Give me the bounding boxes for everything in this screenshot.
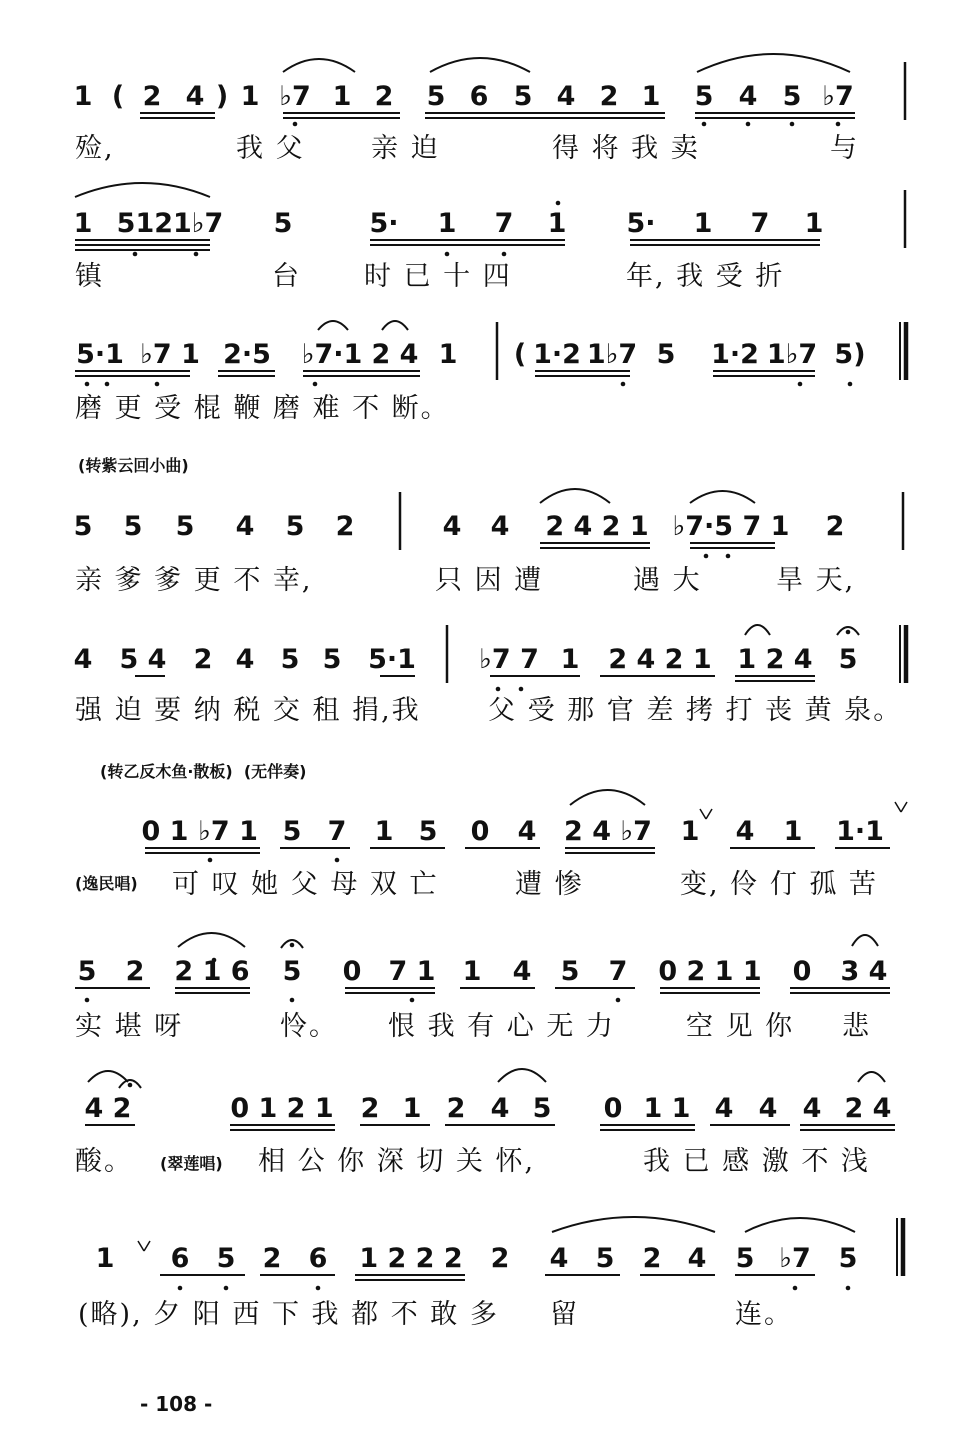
section-annotation: (转紫云回小曲) <box>78 456 189 475</box>
note: 1♭7 <box>766 339 818 370</box>
note: 2·5 <box>223 339 271 370</box>
note: 4 <box>738 81 758 112</box>
breath-mark <box>706 809 712 819</box>
lyric-text: 留 <box>550 1299 579 1330</box>
page-number: - 108 - <box>140 1392 213 1416</box>
note: 1 1 <box>643 1093 691 1124</box>
slur <box>75 183 210 197</box>
note: 2 <box>335 511 355 542</box>
note: 1 <box>374 816 394 847</box>
slur <box>318 321 348 330</box>
note: 1 <box>547 208 567 239</box>
note: ( <box>513 339 527 370</box>
note: 4 2 <box>84 1093 132 1124</box>
lyric-text: 酸。 <box>75 1146 133 1177</box>
note: 0 <box>342 956 362 987</box>
note: ( <box>111 81 125 112</box>
octave-dot <box>726 554 731 559</box>
note: 2 <box>125 956 145 987</box>
note: 5 <box>322 644 342 675</box>
lyric-text: 恨 我 有 心 无 力 <box>388 1011 615 1042</box>
lyric-text: 只 因 遭 <box>435 565 544 596</box>
note: 4 <box>758 1093 778 1124</box>
octave-dot <box>224 1286 229 1291</box>
note: 1 <box>438 339 458 370</box>
lyric-text: 我 父 <box>236 133 305 164</box>
note: 5 <box>560 956 580 987</box>
note: 1 <box>240 81 260 112</box>
note: 7 1 <box>388 956 436 987</box>
lyric-text: 与 <box>830 133 859 164</box>
note: 1 <box>693 208 713 239</box>
octave-dot <box>798 382 803 387</box>
slur <box>88 1071 128 1082</box>
octave-dot <box>621 382 626 387</box>
note: 4 <box>556 81 576 112</box>
note: 6 <box>469 81 489 112</box>
note: 4 <box>512 956 532 987</box>
note: 1 <box>437 208 457 239</box>
lyric-text: 父 受 那 官 差 拷 打 丧 黄 泉。 <box>488 695 903 726</box>
note: 2 <box>262 1243 282 1274</box>
slur <box>430 58 530 72</box>
lyric-text: 可 叹 她 父 母 双 亡 <box>172 869 439 900</box>
note: 5 <box>782 81 802 112</box>
octave-dot <box>410 998 415 1003</box>
lyric-text: 强 迫 要 纳 税 交 租 捐,我 <box>75 695 421 726</box>
section-annotation: (转乙反木鱼·散板) (无伴奏) <box>100 762 307 781</box>
note: 2 <box>642 1243 662 1274</box>
fermata-dot <box>290 943 295 948</box>
lyric-text: 实 堪 呀 <box>75 1011 184 1042</box>
note: 0 <box>470 816 490 847</box>
breath-mark <box>700 809 706 819</box>
note: 1 <box>804 208 824 239</box>
lyric-text: 亲 爹 爹 更 不 幸, <box>75 565 313 596</box>
note: 4 <box>714 1093 734 1124</box>
note: 1 <box>332 81 352 112</box>
octave-dot <box>290 998 295 1003</box>
octave-dot <box>178 1286 183 1291</box>
note: 1 <box>462 956 482 987</box>
slur <box>382 321 408 330</box>
note: ) <box>215 81 229 112</box>
note: 7 <box>327 816 347 847</box>
note: 5 <box>175 511 195 542</box>
note: 6 <box>308 1243 328 1274</box>
note: 1 <box>560 644 580 675</box>
note: 1·2 <box>533 339 581 370</box>
breath-mark <box>901 802 907 812</box>
lyric-text: 遇 大 <box>633 565 702 596</box>
note: ♭7 1 <box>140 339 200 370</box>
note: 4 <box>185 81 205 112</box>
note: ♭7 7 <box>479 644 539 675</box>
note: 2 <box>193 644 213 675</box>
note: 4 <box>517 816 537 847</box>
note: 4 <box>735 816 755 847</box>
note: 2 <box>599 81 619 112</box>
note: 5·1 <box>76 339 124 370</box>
note: 2 4 2 1 <box>608 644 712 675</box>
slur <box>552 1217 715 1232</box>
note: 7 <box>608 956 628 987</box>
note: 5· <box>626 208 656 239</box>
note: 2 4 2 1 <box>545 511 649 542</box>
note: 5 <box>282 816 302 847</box>
note: 5 <box>273 208 293 239</box>
octave-dot <box>702 122 707 127</box>
note: 2 4 ♭7 <box>564 816 652 847</box>
slur <box>745 1218 855 1232</box>
slur <box>697 54 850 72</box>
lyric-text: 怜。 <box>280 1011 338 1042</box>
note: 1 <box>95 1243 115 1274</box>
octave-dot <box>616 998 621 1003</box>
note: 5 <box>426 81 446 112</box>
note: 5 <box>123 511 143 542</box>
note: 6 <box>170 1243 190 1274</box>
note: 4 <box>73 644 93 675</box>
octave-dot <box>316 1286 321 1291</box>
note: 5 <box>595 1243 615 1274</box>
lyric-text: 年, 我 受 折 <box>626 261 785 292</box>
note: 4 <box>235 644 255 675</box>
octave-dot <box>133 252 138 257</box>
note: ♭7 <box>779 1243 811 1274</box>
note: 2 <box>142 81 162 112</box>
note: 0 2 1 1 <box>658 956 762 987</box>
slur <box>852 935 878 946</box>
note: 5 <box>656 339 676 370</box>
lyric-text: 亲 迫 <box>371 133 440 164</box>
note: 1 <box>783 816 803 847</box>
note: 0 1 <box>141 816 189 847</box>
note: 1 <box>73 81 93 112</box>
note: 4 <box>549 1243 569 1274</box>
octave-dot <box>790 122 795 127</box>
breath-mark <box>138 1241 144 1251</box>
note: 5 <box>735 1243 755 1274</box>
note: 1♭7 <box>586 339 638 370</box>
note: 0 1 2 1 <box>230 1093 334 1124</box>
note: 5 <box>418 816 438 847</box>
lyric-text: 磨 更 受 棍 鞭 磨 难 不 断。 <box>75 393 450 424</box>
octave-dot <box>793 1286 798 1291</box>
note: 0 <box>603 1093 623 1124</box>
note: ♭7·5 7 1 <box>672 511 790 542</box>
note: 2 4 <box>371 339 419 370</box>
note: 1·2 <box>711 339 759 370</box>
note: 5 <box>77 956 97 987</box>
note: 4 <box>802 1093 822 1124</box>
note: 2 <box>374 81 394 112</box>
slur <box>178 933 245 947</box>
slur <box>498 1069 546 1082</box>
note: 4 <box>442 511 462 542</box>
note: 2 1 6 <box>174 956 250 987</box>
note: 7 <box>750 208 770 239</box>
lyric-text: 殓, <box>75 133 115 164</box>
note: ♭7·1 <box>301 339 363 370</box>
lyric-text: 时 已 十 四 <box>364 261 512 292</box>
lyric-text: 我 已 感 激 不 浅 <box>643 1146 870 1177</box>
lyric-text: (略), 夕 阳 西 下 我 都 不 敢 多 <box>78 1299 499 1330</box>
note: 4 <box>490 511 510 542</box>
note: 5 <box>838 644 858 675</box>
lyric-text: 遭 惨 <box>515 869 584 900</box>
fermata-dot <box>128 1083 133 1088</box>
octave-dot <box>746 122 751 127</box>
lyric-text: 变, 伶 仃 孤 苦 <box>680 869 878 900</box>
note: 5121♭7 <box>116 208 224 239</box>
slur <box>283 59 355 72</box>
lyric-text: 旱 天, <box>776 565 856 596</box>
note: 4 <box>687 1243 707 1274</box>
note: 5· <box>369 208 399 239</box>
note: 4 <box>235 511 255 542</box>
note: 5 <box>513 81 533 112</box>
slur <box>570 790 645 805</box>
note: 5) <box>834 339 866 370</box>
octave-dot <box>704 554 709 559</box>
slur <box>858 1072 885 1082</box>
note: 0 <box>792 956 812 987</box>
note: 5 <box>73 511 93 542</box>
lyric-text: 得 将 我 卖 <box>552 133 700 164</box>
note: 5 <box>532 1093 552 1124</box>
lyric-text: 连。 <box>735 1299 793 1330</box>
lyric-text: 空 见 你 <box>686 1011 795 1042</box>
note: 2 <box>490 1243 510 1274</box>
lyric-text: 台 <box>272 261 301 292</box>
note: 5 4 <box>119 644 167 675</box>
note: 1 2 4 <box>737 644 813 675</box>
note: 5·1 <box>368 644 416 675</box>
lyric-text: 镇 <box>75 261 104 292</box>
slur <box>745 625 770 635</box>
note: 2 <box>825 511 845 542</box>
note: 1 <box>641 81 661 112</box>
note: 5 <box>285 511 305 542</box>
note: 1 2 2 2 <box>359 1243 463 1274</box>
lyric-text: 相 公 你 深 切 关 怀, <box>258 1146 536 1177</box>
note: ♭7 <box>822 81 854 112</box>
octave-dot <box>848 382 853 387</box>
note: 2 <box>360 1093 380 1124</box>
note: 2 <box>446 1093 466 1124</box>
octave-dot <box>556 201 561 206</box>
note: 1 <box>73 208 93 239</box>
note: 3 4 <box>840 956 888 987</box>
section-annotation: (翠莲唱) <box>160 1154 223 1173</box>
note: 1 <box>402 1093 422 1124</box>
note: 2 4 <box>844 1093 892 1124</box>
note: 4 <box>490 1093 510 1124</box>
section-annotation: (逸民唱) <box>75 874 138 893</box>
note: 5 <box>282 956 302 987</box>
note: 5 <box>216 1243 236 1274</box>
octave-dot <box>194 252 199 257</box>
note: 1 <box>680 816 700 847</box>
note: ♭7 1 <box>198 816 258 847</box>
fermata-dot <box>846 630 851 635</box>
slur <box>690 491 755 503</box>
breath-mark <box>144 1241 150 1251</box>
octave-dot <box>85 998 90 1003</box>
note: 1·1 <box>836 816 884 847</box>
note: ♭7 <box>279 81 311 112</box>
note: 5 <box>280 644 300 675</box>
octave-dot <box>846 1286 851 1291</box>
lyric-text: 悲 <box>842 1011 871 1042</box>
note: 5 <box>838 1243 858 1274</box>
note: 7 <box>494 208 514 239</box>
breath-mark <box>895 802 901 812</box>
slur <box>540 489 610 503</box>
note: 5 <box>694 81 714 112</box>
